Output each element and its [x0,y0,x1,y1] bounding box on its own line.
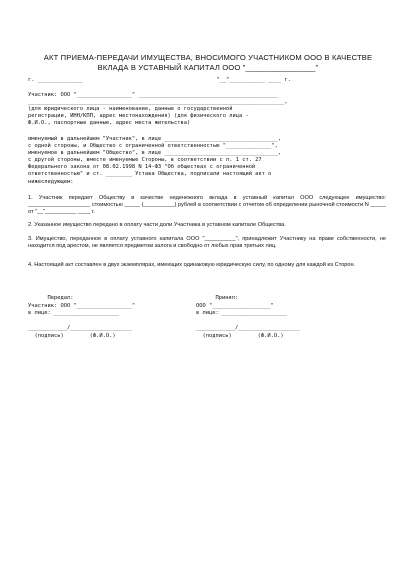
signature-block-transferor: Передал: Участник: ООО "_________________" в лице: ____________________ ____________/___________________ (подпись) (Ф.И.О.) [28,295,136,339]
clause-1: 1. Участник передает Обществу в качестве неденежного вклада в уставный капитал ООО следующее имущество: ____________________ стоимостью _____ (__________) рублей в соответствии с отчетом об определении рыночной стоимости N _____ от "__"__________ ____ г. [28,195,386,216]
document-title-line-2: ВКЛАДА В УСТАВНЫЙ КАПИТАЛ ООО "________________" [97,63,319,72]
signature-block-recipient: Принял: ООО "__________________" в лице: ____________________ ____________/___________________ (подпись) (Ф.И.О.) [196,295,300,339]
parties-block: именуемый в дальнейшем "Участник", в лице ___________________________________, с одной стороны, и Общество с ограниченной ответственностью "______________", именуемое в дальнейшем "Общество", в лице ___________________________________, с другой стороны, вместе именуемые Стороны, в соответствии с п. 1 ст. 27 Федерального закона от 08.02.1998 N 14-ФЗ "Об обществах с ограниченной ответственностью" и ст. ________ Устава Общества, подписали настоящий акт о нижеследующем: [28,136,282,185]
participant-block: Участник: ООО "_________________" ___________________________________________ _______________________________________________________________________________, (для юридического лица - наименование, данные о государственной регистрации, ИНН/КПП, адрес местонахождения) (для физического лица - Ф.И.О., паспортные данные, адрес места жительства) [28,92,288,127]
document-title [20,53,396,73]
clause-3: 3. Имущество, переданное в оплату уставного капитала ООО "__________", принадлежит Участнику на праве собственности, не находится под арестом, не является предметом залога и свободно от любых прав третьих лиц. [28,236,386,250]
place-date-line: г. ______________ "__"___________ ____ г. [28,77,291,83]
document-title-line-1: АКТ ПРИЕМА-ПЕРЕДАЧИ ИМУЩЕСТВА, ВНОСИМОГО УЧАСТНИКОМ ООО В КАЧЕСТВЕ [43,53,373,62]
clause-2: 2. Указанное имущество передано в оплату части доли Участника в уставном капитале Общества. [28,222,286,228]
clause-4: 4. Настоящий акт составлен в двух экземплярах, имеющих одинаковую юридическую силу, по одному для каждой из Сторон. [28,262,356,268]
